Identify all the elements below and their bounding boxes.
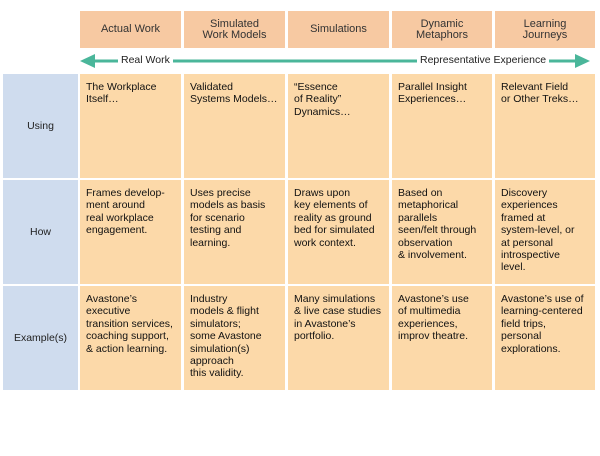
- cell-how-simulated-work-models: Uses precise models as basis for scenario testing and learning.: [184, 180, 285, 284]
- cell-examples-actual-work: Avastone’s executive transition services, coaching support, & action learning.: [80, 286, 181, 390]
- cell-how-simulations: Draws upon key elements of reality as ground bed for simulated work context.: [288, 180, 389, 284]
- column-header-simulated-work-models: Simulated Work Models: [184, 11, 285, 48]
- cell-using-learning-journeys: Relevant Field or Other Treks…: [495, 74, 595, 178]
- column-header-dynamic-metaphors: Dynamic Metaphors: [392, 11, 492, 48]
- column-header-learning-journeys: Learning Journeys: [495, 11, 595, 48]
- column-header-simulations: Simulations: [288, 11, 389, 48]
- spectrum-left-label: Real Work: [118, 54, 173, 67]
- row-header-how: How: [3, 180, 78, 284]
- row-header-examples: Example(s): [3, 286, 78, 390]
- cell-how-dynamic-metaphors: Based on metaphorical parallels seen/felt through observation & involvement.: [392, 180, 492, 284]
- spectrum-right-label: Representative Experience: [417, 54, 549, 67]
- cell-using-simulated-work-models: Validated Systems Models…: [184, 74, 285, 178]
- cell-using-actual-work: The Workplace Itself…: [80, 74, 181, 178]
- cell-how-actual-work: Frames develop- ment around real workplace engagement.: [80, 180, 181, 284]
- spectrum-arrow: [80, 53, 590, 69]
- cell-how-learning-journeys: Discovery experiences framed at system-level, or at personal introspective level.: [495, 180, 595, 284]
- cell-using-dynamic-metaphors: Parallel Insight Experiences…: [392, 74, 492, 178]
- column-header-actual-work: Actual Work: [80, 11, 181, 48]
- cell-examples-simulated-work-models: Industry models & flight simulators; some Avastone simulation(s) approach this validity.: [184, 286, 285, 390]
- cell-examples-simulations: Many simulations & live case studies in Avastone’s portfolio.: [288, 286, 389, 390]
- cell-examples-dynamic-metaphors: Avastone’s use of multimedia experiences, improv theatre.: [392, 286, 492, 390]
- cell-examples-learning-journeys: Avastone’s use of learning-centered field trips, personal explorations.: [495, 286, 595, 390]
- row-header-using: Using: [3, 74, 78, 178]
- cell-using-simulations: “Essence of Reality” Dynamics…: [288, 74, 389, 178]
